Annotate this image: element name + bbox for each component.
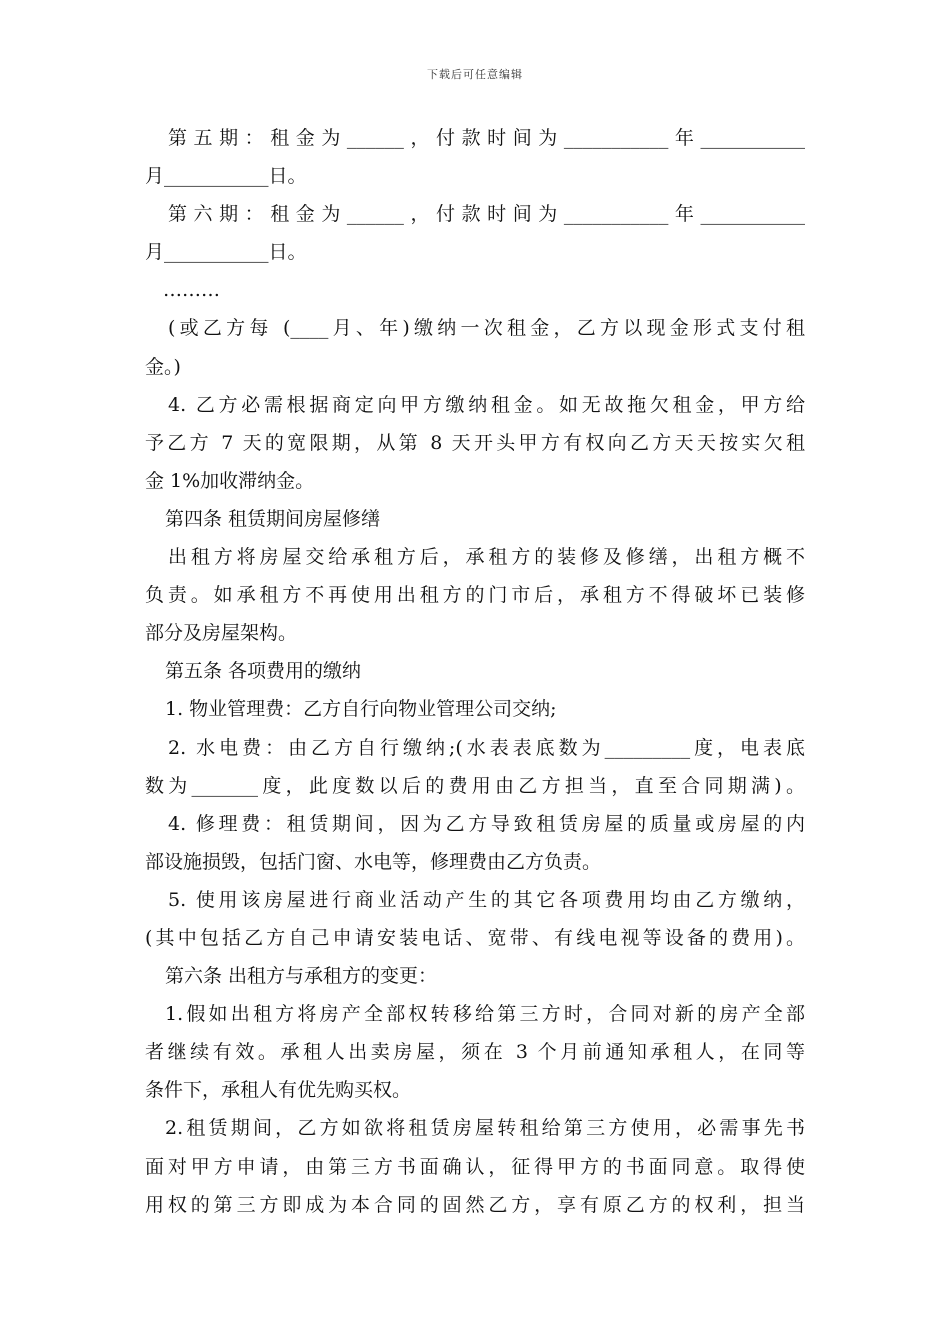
article-4-line-1: 出租方将房屋交给承租方后，承租方的装修及修缮，出租方概不 <box>168 546 805 569</box>
article-4-line-2: 负责。如承租方不再使用出租方的门市后，承租方不得破坏已装修 <box>145 584 805 607</box>
article-4-line-3: 部分及房屋架构。 <box>145 622 298 645</box>
article-6-heading: 第六条 出租方与承租方的变更： <box>165 965 438 988</box>
article-5-item-2-line-1: 2. 水电费：由乙方自行缴纳;(水表表底数为_________度，电表底 <box>168 736 805 759</box>
article-6-item-2-line-1: 2.租赁期间，乙方如欲将租赁房屋转租给第三方使用，必需事先书 <box>165 1117 805 1140</box>
rent-period-5-line: 第五期：租金为______，付款时间为___________年___________ <box>168 127 805 149</box>
clause-4-line-1: 4. 乙方必需根据商定向甲方缴纳租金。如无故拖欠租金，甲方给 <box>168 393 805 416</box>
article-6-item-2-line-3: 用权的第三方即成为本合同的固然乙方，享有原乙方的权利，担当 <box>145 1193 805 1216</box>
article-5-item-2-line-2: 数为_______度，此度数以后的费用由乙方担当，直至合同期满)。 <box>145 774 805 797</box>
rent-period-6-date-line: 月___________日。 <box>145 241 307 264</box>
article-5-heading: 第五条 各项费用的缴纳 <box>165 660 362 683</box>
article-4-heading: 第四条 租赁期间房屋修缮 <box>165 507 381 530</box>
contract-body <box>145 119 805 1224</box>
article-5-item-4-line-1: 4. 修理费：租赁期间，因为乙方导致租赁房屋的质量或房屋的内 <box>168 812 805 835</box>
article-5-item-5-line-1: 5. 使用该房屋进行商业活动产生的其它各项费用均由乙方缴纳， <box>168 888 805 911</box>
article-5-item-5-line-2: (其中包括乙方自己申请安装电话、宽带、有线电视等设备的费用)。 <box>145 926 805 949</box>
clause-4-line-2: 予乙方 7 天的宽限期，从第 8 天开头甲方有权向乙方天天按实欠租 <box>145 431 805 454</box>
article-6-item-2-line-2: 面对甲方申请，由第三方书面确认，征得甲方的书面同意。取得使 <box>145 1155 805 1178</box>
article-6-item-1-line-2: 者继续有效。承租人出卖房屋，须在 3 个月前通知承租人，在同等 <box>145 1041 805 1064</box>
article-5-item-4-line-2: 部设施损毁，包括门窗、水电等，修理费由乙方负责。 <box>145 850 602 873</box>
rent-period-6-line: 第六期：租金为______，付款时间为___________年___________ <box>168 203 805 226</box>
clause-4-line-3: 金 1%加收滞纳金。 <box>145 469 315 492</box>
ellipsis-line: ……… <box>163 279 220 302</box>
article-6-item-1-line-1: 1.假如出租方将房产全部权转移给第三方时，合同对新的房产全部 <box>165 1003 805 1026</box>
rent-period-5-date-line: 月___________日。 <box>145 165 307 188</box>
article-5-item-1: 1. 物业管理费：乙方自行向物业管理公司交纳; <box>165 698 557 721</box>
rent-alternative-line: (或乙方每 (____月、年)缴纳一次租金，乙方以现金形式支付租 <box>168 317 805 340</box>
article-6-item-1-line-3: 条件下，承租人有优先购买权。 <box>145 1079 412 1102</box>
rent-alternative-end-line: 金。) <box>145 355 181 378</box>
page-header-note: 下载后可任意编辑 <box>427 68 523 81</box>
